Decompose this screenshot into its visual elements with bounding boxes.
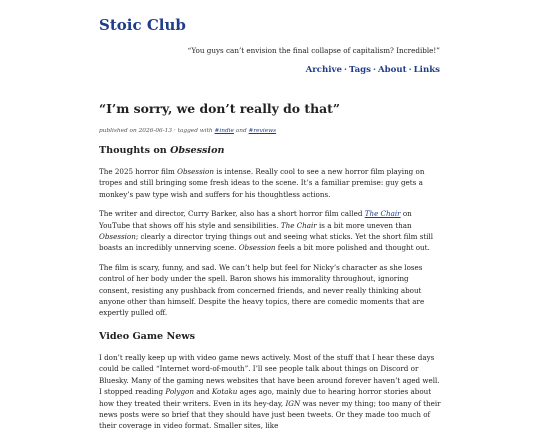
- paragraph: [99, 352, 441, 432]
- nav-separator: ·: [408, 65, 412, 75]
- text: The writer and director, Curry Barker, also has a short horror film called: [99, 209, 365, 219]
- the-chair-link[interactable]: [365, 209, 401, 218]
- section-heading-video-game-news: Video Game News: [99, 330, 196, 342]
- film-title: Obsession: [99, 232, 136, 242]
- post-meta-prefix: published on 2026-06-13 · tagged with: [99, 128, 215, 134]
- film-title: Obsession: [177, 167, 214, 176]
- site-name: Polygon: [165, 387, 194, 397]
- nav-separator: ·: [344, 65, 347, 75]
- text: is intense. Really cool to see a new horror film playing on tropes and still bringing some fresh ideas to the scene. It’s a familiar premise: guy gets a monkey’s paw type wish and suffers for his thoughtless actions.: [99, 167, 425, 199]
- section-heading-obsession: [99, 145, 441, 157]
- tag-link-indie[interactable]: #indie: [214, 128, 234, 134]
- text: ; clearly a director trying things out and seeing what sticks. Yet the short film still boasts an incredibly unnerving scene.: [99, 232, 434, 253]
- text: The 2025 horror film: [99, 167, 178, 176]
- post-content: [99, 145, 441, 440]
- main-nav: [306, 65, 440, 75]
- nav-links[interactable]: Links: [413, 65, 440, 75]
- text: I don’t really keep up with video game news actively. Most of the stuff that I hear these days could be called “Internet word-of-mouth”. I’ll see people talk about things on Discord or Bluesky. Many of the gaming news websites that have been around forever haven’t aged well. I stopped reading: [99, 352, 440, 397]
- text: was never my thing; too many of their news posts were so brief that they should have just been tweets. Or they made too much of their coverage in video format. Smaller sites, like: [99, 398, 441, 431]
- film-title: The Chair: [280, 220, 317, 230]
- site-name: Kotaku: [211, 387, 238, 397]
- nav-tags[interactable]: Tags: [349, 65, 371, 75]
- film-title: Obsession: [238, 243, 276, 253]
- film-title: The Chair: [364, 209, 401, 219]
- text: feels a bit more polished and thought out.: [275, 243, 430, 253]
- text: on YouTube that shows off his style and sensibilities.: [99, 209, 412, 230]
- heading-text: Thoughts on: [99, 145, 171, 156]
- text: is a bit more uneven than: [316, 220, 412, 230]
- site-tagline: “You guys can’t envision the final collapse of capitalism? Incredible!”: [187, 46, 440, 55]
- post-title: “I’m sorry, we don’t really do that”: [99, 101, 340, 116]
- paragraph: [99, 166, 441, 200]
- heading-emphasis: Obsession: [170, 145, 225, 156]
- site-title-link[interactable]: Stoic Club: [99, 16, 186, 34]
- post-meta-and: and: [233, 128, 249, 134]
- nav-about[interactable]: About: [378, 65, 407, 75]
- site-name: IGN: [285, 398, 301, 408]
- text: ages ago, mainly due to hearing horror stories about how they treated their writers. Even in its hey-day,: [99, 387, 432, 408]
- paragraph: [99, 208, 441, 254]
- post-meta: [99, 128, 276, 134]
- text: and: [193, 387, 212, 397]
- nav-separator: ·: [373, 65, 376, 75]
- paragraph: The film is scary, funny, and sad. We can’t help but feel for Nicky’s character as she loses control of her body under the spell. Baron shows his immorality throughout, ignoring consent, resisting any pushback from concerned friends, and never really thinking about anyone other than himself. Despite the heavy topics, there are comedic moments that are expertly pulled off.: [99, 262, 425, 318]
- nav-archive[interactable]: Archive: [305, 65, 342, 75]
- tag-link-reviews[interactable]: #reviews: [248, 128, 277, 134]
